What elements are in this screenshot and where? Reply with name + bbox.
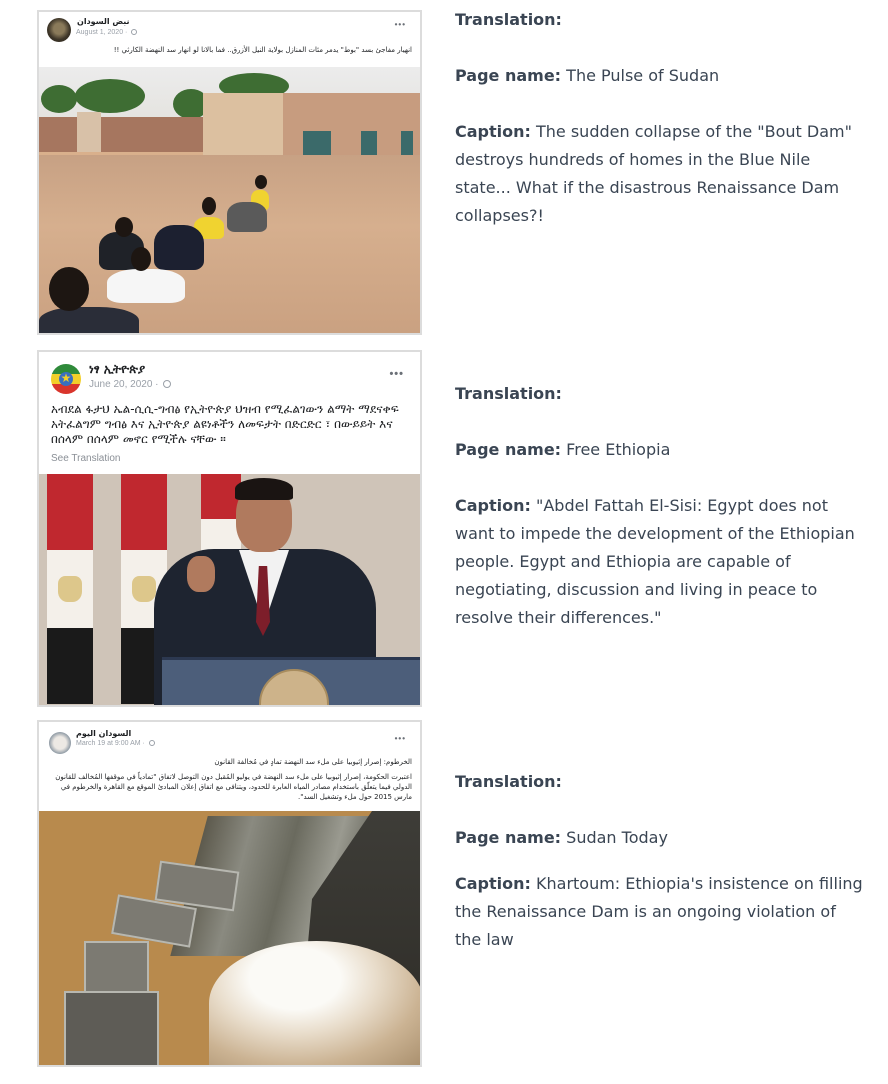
see-translation-link[interactable]: See Translation bbox=[51, 453, 121, 464]
globe-icon bbox=[149, 740, 155, 746]
caption-row: Caption: The sudden collapse of the "Bout Dam" destroys hundreds of homes in the Blue Nile state... What if the disastrous Renaissance Dam collapses?! bbox=[455, 122, 852, 225]
post-text-original: አብደል ፋታህ ኤል-ሲሲ-ግብፅ የኢትዮጵያ ህዝብ የሚፈልገውን ልማት ማደናቀፍ አትፈልግም ግብፅ እና ኢትዮጵያ ልዩነቶችን ለመፍታት በድርድር ፣ በውይይት እና በሰላም በሰላም መኖር የሚችሉ ናቸው ። bbox=[51, 402, 399, 446]
ellipsis-icon: ••• bbox=[394, 20, 406, 29]
caption-row: Caption: "Abdel Fattah El-Sisi: Egypt does not want to impede the development of the Ethiopian people. Egypt and Ethiopia are capable of negotiating, discussion and living in peace to resolve their differences." bbox=[455, 496, 855, 627]
translation-block-2 bbox=[455, 380, 865, 632]
post-meta: August 1, 2020 · bbox=[76, 29, 137, 36]
water-spray bbox=[209, 941, 420, 1065]
star-icon: ★ bbox=[60, 371, 72, 385]
caption-translated: The sudden collapse of the "Bout Dam" destroys hundreds of homes in the Blue Nile state... What if the disastrous Renaissance Dam collapses?! bbox=[455, 122, 852, 225]
page-avatar-ethiopian-flag bbox=[51, 364, 81, 394]
facebook-post-screenshot-3 bbox=[37, 720, 422, 1067]
post-date: June 20, 2020 bbox=[89, 379, 153, 390]
page-name-row: Page name: The Pulse of Sudan bbox=[455, 66, 720, 85]
ellipsis-icon: ••• bbox=[389, 368, 404, 380]
post-meta: June 20, 2020 · bbox=[89, 379, 171, 390]
caption-translated: Khartoum: Ethiopia's insistence on filling the Renaissance Dam is an ongoing violation of the law bbox=[455, 874, 863, 949]
page-name-translated: The Pulse of Sudan bbox=[566, 66, 720, 85]
page-name-row: Page name: Free Ethiopia bbox=[455, 440, 671, 459]
post-headline-original: الخرطوم: إصرار إثيوبيا على ملء سد النهضة تمادٍ في مُخالفة القانون bbox=[214, 758, 412, 766]
caption-row: Caption: Khartoum: Ethiopia's insistence on filling the Renaissance Dam is an ongoing violation of the law bbox=[455, 874, 863, 949]
globe-icon bbox=[131, 29, 137, 35]
post-date: August 1, 2020 bbox=[76, 29, 124, 36]
page-avatar bbox=[47, 18, 71, 42]
flood-photo bbox=[39, 67, 420, 333]
ellipsis-icon: ••• bbox=[394, 734, 406, 743]
page-name-translated: Free Ethiopia bbox=[566, 440, 671, 459]
page-name-translated: Sudan Today bbox=[566, 828, 668, 847]
translation-block-1 bbox=[455, 6, 865, 230]
page-name-row: Page name: Sudan Today bbox=[455, 828, 668, 847]
page-name-original: نبض السودان bbox=[77, 17, 130, 26]
globe-icon bbox=[163, 380, 171, 388]
facebook-post-screenshot-2 bbox=[37, 350, 422, 707]
post-text-original: انهيار مفاجئ بسد "بوط" يدمر مئات المنازل بولاية النيل الأزرق.. فما بالانا لو انهار سد النهضة الكارثي !! bbox=[113, 46, 412, 54]
page-avatar bbox=[49, 732, 71, 754]
translation-heading: Translation: bbox=[455, 384, 562, 403]
tree bbox=[41, 85, 77, 113]
caption-translated: "Abdel Fattah El-Sisi: Egypt does not want to impede the development of the Ethiopian people. Egypt and Ethiopia are capable of negotiating, discussion and living in peace to resolve their differences." bbox=[455, 496, 855, 627]
page-name-original: ነፃ ኢትዮጵያ bbox=[89, 362, 146, 376]
egypt-flag bbox=[47, 474, 93, 704]
post-text-original: اعتبرت الحكومة، إصرار إثيوبيا على ملء سد النهضة في يوليو المُقبل دون التوصل لاتفاق "تمادياً في موقفها المُخالف للقانون الدولي فيما يتعلّق باستخدام مصادر المياه العابرة للحدود، ويتنافى مع اتفاق إعلان المبادئ الموقع مع القاهرة والخرطوم في مارس 2015 حول ملء وتشغيل السد". bbox=[55, 773, 412, 801]
speaker-photo bbox=[39, 474, 420, 705]
translation-block-3 bbox=[455, 768, 865, 954]
dam-photo bbox=[39, 811, 420, 1065]
translation-heading: Translation: bbox=[455, 772, 562, 791]
tree bbox=[75, 79, 145, 113]
facebook-post-screenshot-1 bbox=[37, 10, 422, 335]
post-date: March 19 at 9:00 AM bbox=[76, 740, 141, 747]
post-meta: March 19 at 9:00 AM · bbox=[76, 740, 155, 747]
page-name-original: السودان اليوم bbox=[76, 729, 132, 738]
translation-heading: Translation: bbox=[455, 10, 562, 29]
